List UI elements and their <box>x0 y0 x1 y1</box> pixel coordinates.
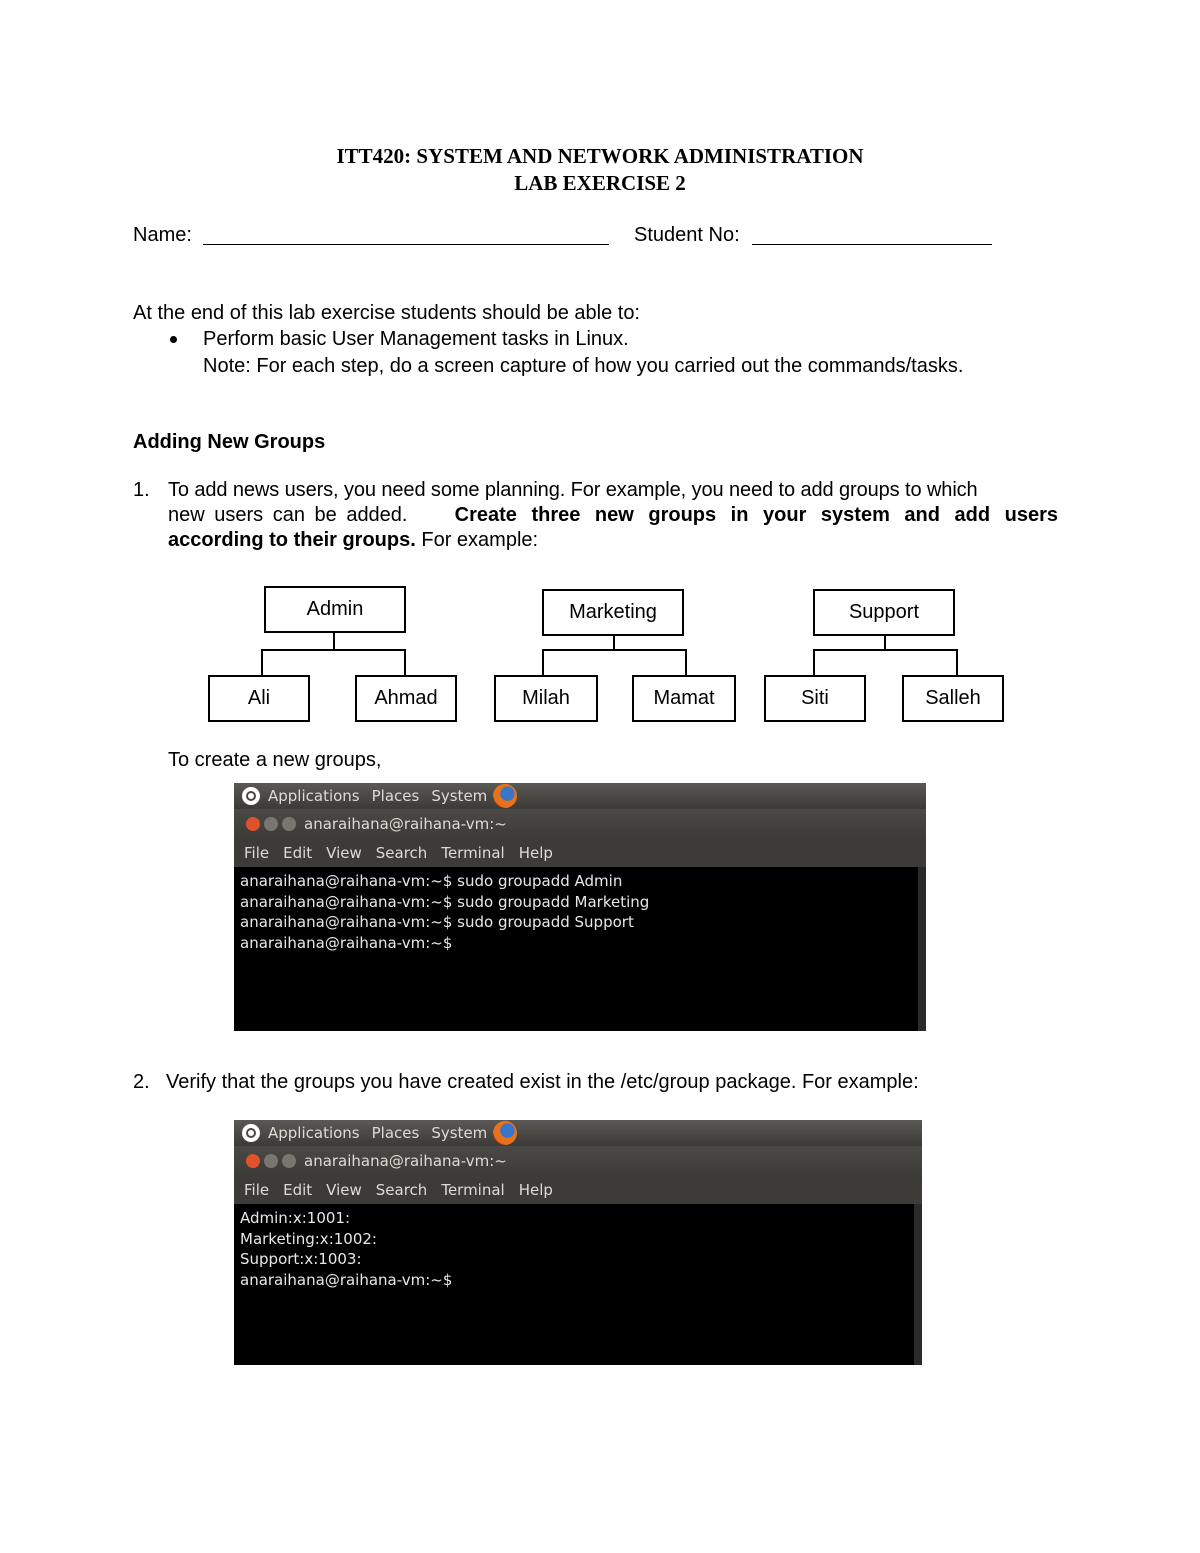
step2-number: 2. <box>133 1071 150 1093</box>
panel-places: Places <box>371 787 420 805</box>
window-titlebar <box>234 809 926 839</box>
section-heading: Adding New Groups <box>133 431 326 453</box>
terminal-output <box>240 1208 912 1290</box>
connector <box>333 633 335 650</box>
window-titlebar <box>234 1146 922 1176</box>
ubuntu-logo-icon <box>242 787 260 805</box>
terminal-line: anaraihana@raihana-vm:~$ <box>240 933 453 952</box>
top-panel <box>234 783 926 809</box>
menu-search: Search <box>375 1181 428 1199</box>
terminal-line: Marketing:x:1002: <box>240 1229 377 1248</box>
terminal-line: Support:x:1003: <box>240 1250 362 1268</box>
connector <box>813 649 958 651</box>
menu-help: Help <box>518 1181 553 1199</box>
group-box-support: Support <box>813 589 955 636</box>
group-box-admin: Admin <box>264 586 406 633</box>
intro-lead: At the end of this lab exercise students should be able to: <box>133 302 640 324</box>
group-box-marketing: Marketing <box>542 589 684 636</box>
student-no-label: Student No: <box>634 224 740 246</box>
top-panel <box>234 1120 922 1146</box>
panel-places: Places <box>371 1124 420 1142</box>
name-field[interactable] <box>203 244 609 245</box>
student-no-field[interactable] <box>752 244 992 245</box>
panel-applications: Applications <box>268 787 360 805</box>
connector <box>685 649 687 676</box>
connector <box>542 649 544 676</box>
connector <box>613 636 615 650</box>
menu-terminal: Terminal <box>441 844 505 862</box>
bullet-dot <box>170 336 177 343</box>
intro-bullet: Perform basic User Management tasks in Linux. <box>203 328 629 350</box>
panel-applications: Applications <box>268 1124 360 1142</box>
window-title: anaraihana@raihana-vm:~ <box>304 1152 507 1170</box>
step1-caption: To create a new groups, <box>168 749 382 771</box>
terminal-screenshot-2 <box>234 1120 922 1365</box>
terminal-line: anaraihana@raihana-vm:~$ sudo groupadd Admin <box>240 872 623 890</box>
exercise-title: LAB EXERCISE 2 <box>514 171 686 195</box>
menu-help: Help <box>518 844 553 862</box>
intro-note: Note: For each step, do a screen capture of how you carried out the commands/tasks. <box>203 355 964 377</box>
maximize-icon <box>282 1154 296 1168</box>
connector <box>261 649 263 676</box>
menu-edit: Edit <box>283 1181 313 1199</box>
maximize-icon <box>282 817 296 831</box>
step1-line3 <box>168 529 538 552</box>
connector <box>542 649 687 651</box>
terminal-line: anaraihana@raihana-vm:~$ sudo groupadd Support <box>240 913 634 931</box>
step1-line2-normal: new users can be added. <box>168 504 408 526</box>
window-title: anaraihana@raihana-vm:~ <box>304 815 507 833</box>
firefox-icon <box>493 1121 517 1145</box>
member-box-siti: Siti <box>764 675 866 722</box>
course-title: ITT420: SYSTEM AND NETWORK ADMINISTRATION <box>336 144 864 168</box>
menu-view: View <box>326 844 362 862</box>
connector <box>261 649 406 651</box>
menu-file: File <box>244 844 270 862</box>
terminal-menubar <box>234 839 926 867</box>
connector <box>404 649 406 676</box>
scrollbar <box>918 867 926 1031</box>
connector <box>884 636 886 650</box>
terminal-screenshot-1 <box>234 783 926 1031</box>
terminal-line: anaraihana@raihana-vm:~$ sudo groupadd Marketing <box>240 892 650 911</box>
member-box-salleh: Salleh <box>902 675 1004 722</box>
step2-text: Verify that the groups you have created exist in the /etc/group package. For example: <box>166 1071 919 1093</box>
terminal-line: Admin:x:1001: <box>240 1209 351 1227</box>
menu-search: Search <box>375 844 428 862</box>
member-box-milah: Milah <box>494 675 598 722</box>
menu-file: File <box>244 1181 270 1199</box>
step1-line1: To add news users, you need some planning. For example, you need to add groups to which <box>168 479 978 501</box>
terminal-output <box>240 871 916 953</box>
minimize-icon <box>264 817 278 831</box>
menu-terminal: Terminal <box>441 1181 505 1199</box>
member-box-ali: Ali <box>208 675 310 722</box>
firefox-icon <box>493 784 517 808</box>
close-icon <box>246 1154 260 1168</box>
connector <box>813 649 815 676</box>
connector <box>956 649 958 676</box>
step1-line3-bold: according to their groups. <box>168 529 416 551</box>
panel-system: System <box>431 787 488 805</box>
panel-system: System <box>431 1124 488 1142</box>
name-label: Name: <box>133 224 192 246</box>
menu-view: View <box>326 1181 362 1199</box>
terminal-line: anaraihana@raihana-vm:~$ <box>240 1270 453 1289</box>
menu-edit: Edit <box>283 844 313 862</box>
terminal-menubar <box>234 1176 922 1204</box>
member-box-mamat: Mamat <box>632 675 736 722</box>
step1-line3-normal: For example: <box>421 529 539 551</box>
ubuntu-logo-icon <box>242 1124 260 1142</box>
close-icon <box>246 817 260 831</box>
step1-line2-bold: Create three new groups in your system and add users <box>454 504 1058 526</box>
scrollbar <box>914 1204 922 1365</box>
member-box-ahmad: Ahmad <box>355 675 457 722</box>
minimize-icon <box>264 1154 278 1168</box>
step1-line2 <box>168 504 1058 527</box>
step1-number: 1. <box>133 479 150 501</box>
